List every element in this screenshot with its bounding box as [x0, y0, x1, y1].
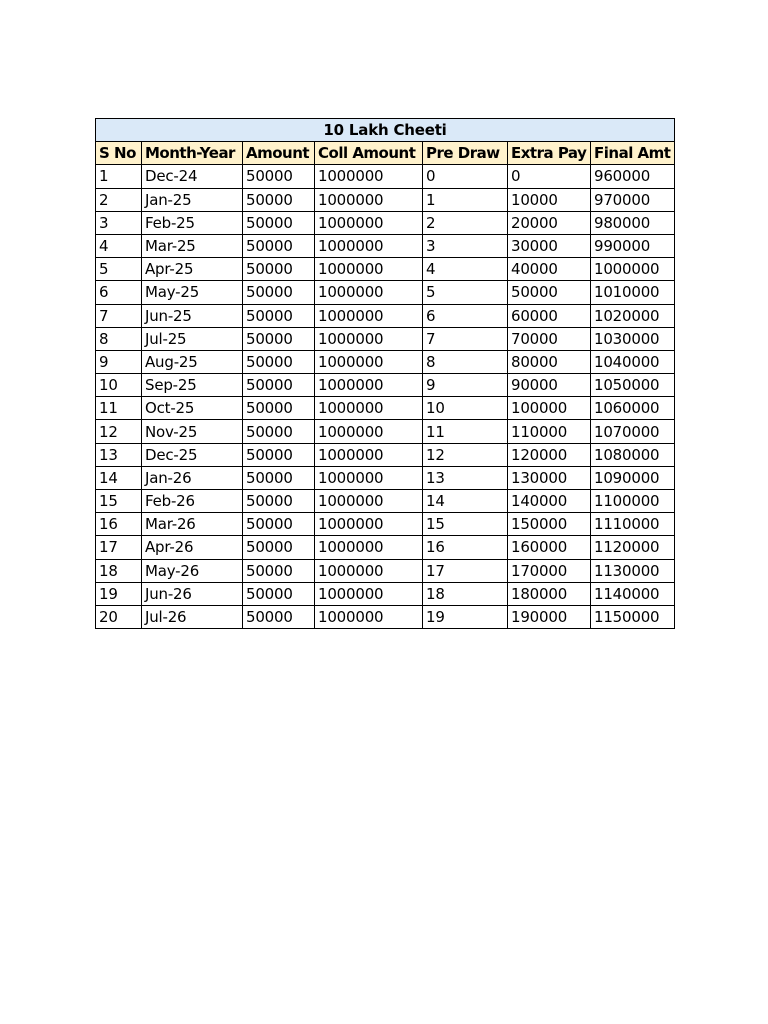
cell-coll-amount: 1000000: [315, 327, 423, 350]
table-row: [96, 582, 675, 605]
cell-pre-draw: 12: [423, 443, 508, 466]
cell-coll-amount: 1000000: [315, 188, 423, 211]
cell-extra-pay: 150000: [508, 513, 591, 536]
cell-month-year: Feb-26: [142, 490, 243, 513]
cell-s-no: 17: [96, 536, 142, 559]
cell-coll-amount: 1000000: [315, 443, 423, 466]
cell-pre-draw: 13: [423, 466, 508, 489]
cell-pre-draw: 17: [423, 559, 508, 582]
cell-final-amt: 1080000: [591, 443, 675, 466]
cell-extra-pay: 140000: [508, 490, 591, 513]
cell-amount: 50000: [243, 211, 315, 234]
cell-coll-amount: 1000000: [315, 211, 423, 234]
cell-month-year: Mar-25: [142, 234, 243, 257]
cell-s-no: 9: [96, 350, 142, 373]
cell-amount: 50000: [243, 397, 315, 420]
cell-s-no: 16: [96, 513, 142, 536]
table-row: [96, 490, 675, 513]
cell-extra-pay: 80000: [508, 350, 591, 373]
cell-amount: 50000: [243, 466, 315, 489]
cell-pre-draw: 1: [423, 188, 508, 211]
table-row: [96, 258, 675, 281]
cell-s-no: 15: [96, 490, 142, 513]
cell-s-no: 12: [96, 420, 142, 443]
cell-amount: 50000: [243, 281, 315, 304]
cell-s-no: 20: [96, 605, 142, 628]
cell-s-no: 7: [96, 304, 142, 327]
cell-s-no: 5: [96, 258, 142, 281]
cell-extra-pay: 160000: [508, 536, 591, 559]
table-title: 10 Lakh Cheeti: [96, 119, 675, 142]
cell-coll-amount: 1000000: [315, 350, 423, 373]
cell-amount: 50000: [243, 234, 315, 257]
cell-pre-draw: 18: [423, 582, 508, 605]
cell-pre-draw: 5: [423, 281, 508, 304]
cell-month-year: Aug-25: [142, 350, 243, 373]
cell-month-year: Feb-25: [142, 211, 243, 234]
table-row: [96, 304, 675, 327]
cell-coll-amount: 1000000: [315, 536, 423, 559]
cell-extra-pay: 120000: [508, 443, 591, 466]
cell-amount: 50000: [243, 258, 315, 281]
cell-final-amt: 1100000: [591, 490, 675, 513]
header-amount: Amount: [243, 142, 315, 165]
cell-extra-pay: 40000: [508, 258, 591, 281]
cell-s-no: 1: [96, 165, 142, 188]
cell-s-no: 2: [96, 188, 142, 211]
cell-extra-pay: 190000: [508, 605, 591, 628]
cell-final-amt: 990000: [591, 234, 675, 257]
header-final-amt: Final Amt: [591, 142, 675, 165]
cell-coll-amount: 1000000: [315, 582, 423, 605]
cell-final-amt: 1030000: [591, 327, 675, 350]
table-row: [96, 420, 675, 443]
cell-coll-amount: 1000000: [315, 420, 423, 443]
cell-extra-pay: 110000: [508, 420, 591, 443]
cell-final-amt: 1050000: [591, 374, 675, 397]
cell-extra-pay: 130000: [508, 466, 591, 489]
cell-pre-draw: 11: [423, 420, 508, 443]
table-row: [96, 605, 675, 628]
table-row: [96, 234, 675, 257]
cell-extra-pay: 100000: [508, 397, 591, 420]
cell-coll-amount: 1000000: [315, 304, 423, 327]
cell-coll-amount: 1000000: [315, 234, 423, 257]
cell-amount: 50000: [243, 536, 315, 559]
cell-extra-pay: 170000: [508, 559, 591, 582]
cell-final-amt: 1060000: [591, 397, 675, 420]
cell-month-year: Jun-25: [142, 304, 243, 327]
cell-amount: 50000: [243, 443, 315, 466]
cell-extra-pay: 50000: [508, 281, 591, 304]
cell-extra-pay: 10000: [508, 188, 591, 211]
cell-month-year: Apr-25: [142, 258, 243, 281]
cell-final-amt: 960000: [591, 165, 675, 188]
cell-final-amt: 1140000: [591, 582, 675, 605]
cell-s-no: 6: [96, 281, 142, 304]
cell-extra-pay: 180000: [508, 582, 591, 605]
table-row: [96, 559, 675, 582]
cell-month-year: Mar-26: [142, 513, 243, 536]
header-row: [96, 142, 675, 165]
cell-pre-draw: 14: [423, 490, 508, 513]
cell-amount: 50000: [243, 327, 315, 350]
cell-pre-draw: 16: [423, 536, 508, 559]
cell-amount: 50000: [243, 350, 315, 373]
cell-pre-draw: 7: [423, 327, 508, 350]
cell-extra-pay: 90000: [508, 374, 591, 397]
table-body: [96, 165, 675, 629]
header-coll-amount: Coll Amount: [315, 142, 423, 165]
cell-coll-amount: 1000000: [315, 374, 423, 397]
table-row: [96, 443, 675, 466]
cell-pre-draw: 2: [423, 211, 508, 234]
cell-final-amt: 1010000: [591, 281, 675, 304]
cell-final-amt: 1130000: [591, 559, 675, 582]
table-row: [96, 350, 675, 373]
cell-extra-pay: 30000: [508, 234, 591, 257]
cell-final-amt: 1020000: [591, 304, 675, 327]
cell-final-amt: 1040000: [591, 350, 675, 373]
cell-month-year: Jul-26: [142, 605, 243, 628]
cell-amount: 50000: [243, 559, 315, 582]
cell-coll-amount: 1000000: [315, 165, 423, 188]
table-row: [96, 536, 675, 559]
cell-month-year: Jan-26: [142, 466, 243, 489]
table-row: [96, 165, 675, 188]
cell-s-no: 14: [96, 466, 142, 489]
cell-pre-draw: 6: [423, 304, 508, 327]
table-row: [96, 466, 675, 489]
cell-month-year: Oct-25: [142, 397, 243, 420]
header-extra-pay: Extra Pay: [508, 142, 591, 165]
table-row: [96, 188, 675, 211]
cell-coll-amount: 1000000: [315, 513, 423, 536]
cell-s-no: 13: [96, 443, 142, 466]
cell-s-no: 4: [96, 234, 142, 257]
cell-final-amt: 1110000: [591, 513, 675, 536]
cell-s-no: 3: [96, 211, 142, 234]
cell-pre-draw: 0: [423, 165, 508, 188]
cell-s-no: 10: [96, 374, 142, 397]
cell-s-no: 19: [96, 582, 142, 605]
cell-amount: 50000: [243, 420, 315, 443]
cell-amount: 50000: [243, 304, 315, 327]
cell-coll-amount: 1000000: [315, 490, 423, 513]
cell-pre-draw: 9: [423, 374, 508, 397]
cell-pre-draw: 4: [423, 258, 508, 281]
cell-coll-amount: 1000000: [315, 605, 423, 628]
cell-final-amt: 980000: [591, 211, 675, 234]
cell-amount: 50000: [243, 374, 315, 397]
cell-amount: 50000: [243, 490, 315, 513]
cell-coll-amount: 1000000: [315, 258, 423, 281]
title-row: [96, 119, 675, 142]
cell-pre-draw: 8: [423, 350, 508, 373]
cell-s-no: 8: [96, 327, 142, 350]
cell-month-year: May-25: [142, 281, 243, 304]
cell-coll-amount: 1000000: [315, 281, 423, 304]
cell-extra-pay: 20000: [508, 211, 591, 234]
chit-schedule-table: [95, 118, 675, 629]
cell-month-year: Dec-24: [142, 165, 243, 188]
cell-month-year: Nov-25: [142, 420, 243, 443]
cell-pre-draw: 10: [423, 397, 508, 420]
cell-coll-amount: 1000000: [315, 559, 423, 582]
header-pre-draw: Pre Draw: [423, 142, 508, 165]
cell-amount: 50000: [243, 188, 315, 211]
cell-amount: 50000: [243, 582, 315, 605]
cell-extra-pay: 70000: [508, 327, 591, 350]
cell-final-amt: 1120000: [591, 536, 675, 559]
cell-final-amt: 1150000: [591, 605, 675, 628]
cell-month-year: Sep-25: [142, 374, 243, 397]
cell-pre-draw: 15: [423, 513, 508, 536]
cell-final-amt: 970000: [591, 188, 675, 211]
table-row: [96, 327, 675, 350]
table-row: [96, 397, 675, 420]
cell-final-amt: 1000000: [591, 258, 675, 281]
cell-month-year: Jun-26: [142, 582, 243, 605]
cell-coll-amount: 1000000: [315, 397, 423, 420]
table-row: [96, 211, 675, 234]
cell-month-year: Dec-25: [142, 443, 243, 466]
cell-extra-pay: 60000: [508, 304, 591, 327]
cell-month-year: Jan-25: [142, 188, 243, 211]
cell-amount: 50000: [243, 513, 315, 536]
table-row: [96, 374, 675, 397]
cell-s-no: 11: [96, 397, 142, 420]
cell-s-no: 18: [96, 559, 142, 582]
cell-amount: 50000: [243, 605, 315, 628]
cell-pre-draw: 19: [423, 605, 508, 628]
cell-final-amt: 1070000: [591, 420, 675, 443]
cell-amount: 50000: [243, 165, 315, 188]
header-s-no: S No: [96, 142, 142, 165]
header-month-year: Month-Year: [142, 142, 243, 165]
cell-month-year: Apr-26: [142, 536, 243, 559]
cell-extra-pay: 0: [508, 165, 591, 188]
table-row: [96, 513, 675, 536]
table-row: [96, 281, 675, 304]
cell-month-year: Jul-25: [142, 327, 243, 350]
cell-coll-amount: 1000000: [315, 466, 423, 489]
cell-pre-draw: 3: [423, 234, 508, 257]
cell-final-amt: 1090000: [591, 466, 675, 489]
cell-month-year: May-26: [142, 559, 243, 582]
